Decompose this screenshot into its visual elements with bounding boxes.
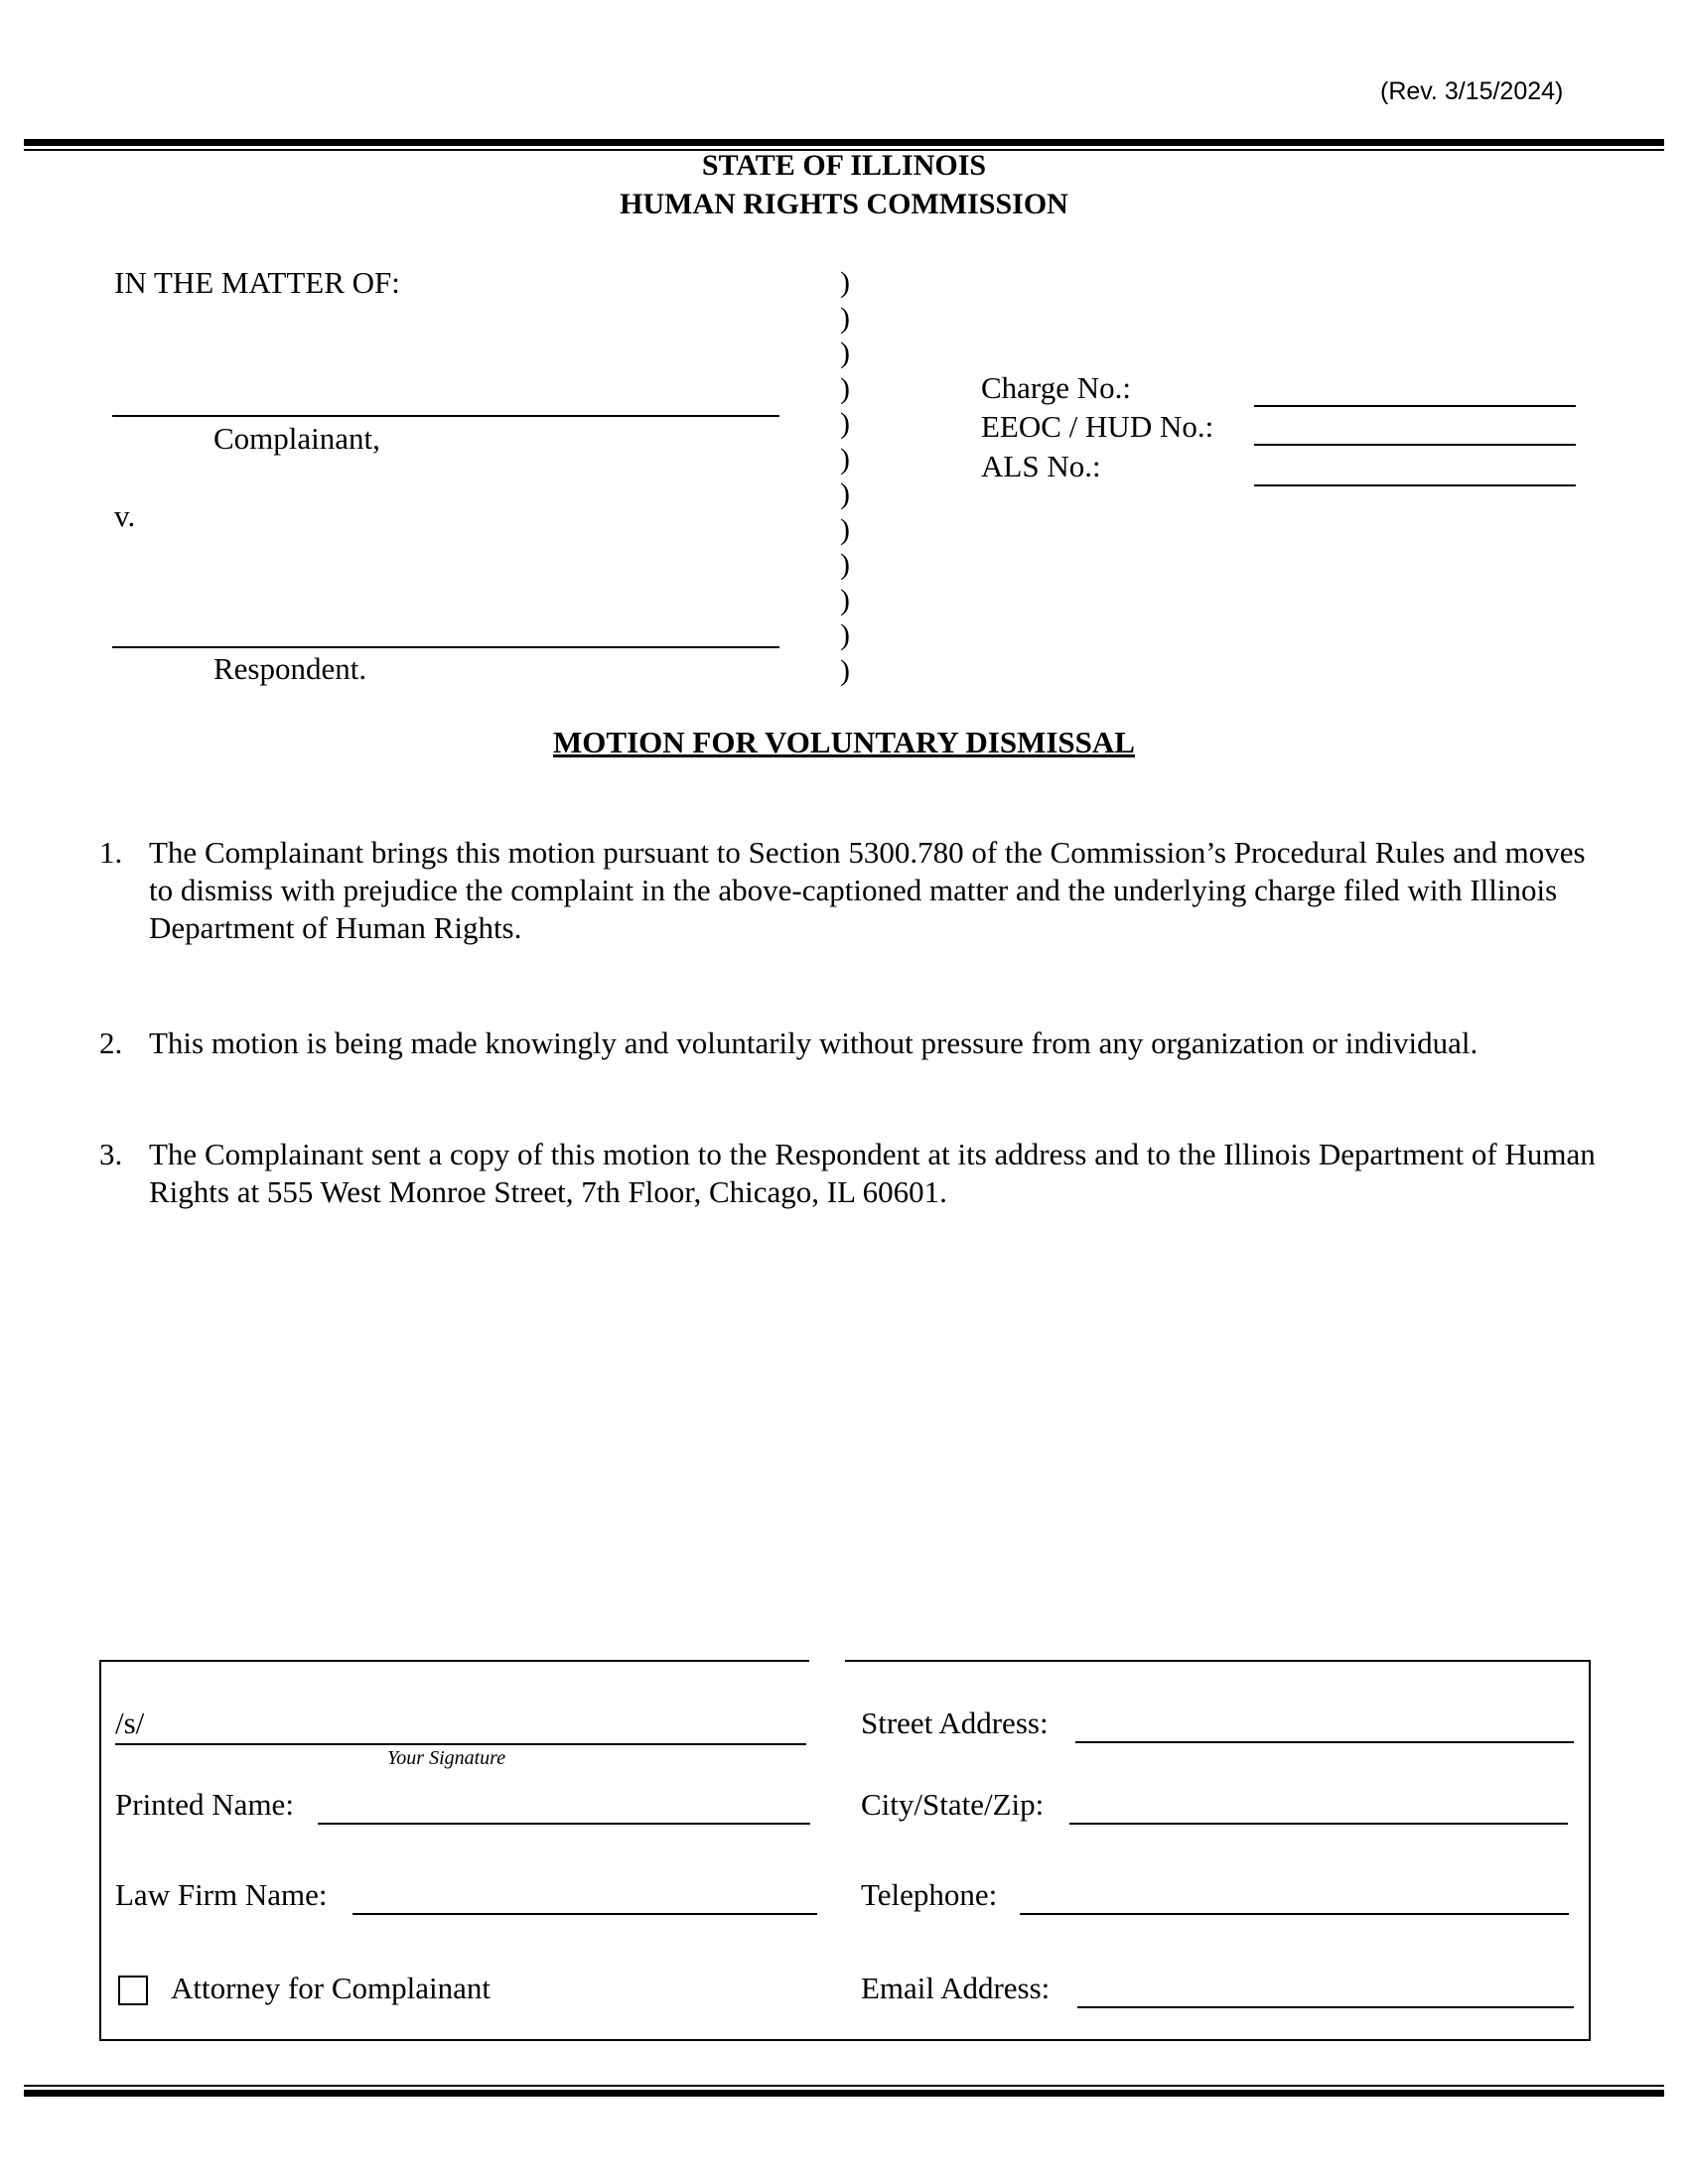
complainant-name-line[interactable] <box>112 415 779 417</box>
eeoc-hud-no-field[interactable] <box>1254 444 1576 446</box>
header-state: STATE OF ILLINOIS <box>701 149 987 182</box>
als-no-field[interactable] <box>1254 484 1576 486</box>
eeoc-hud-no-label: EEOC / HUD No.: <box>981 409 1214 444</box>
city-state-zip-field[interactable] <box>1069 1823 1568 1825</box>
street-address-label: Street Address: <box>861 1706 1049 1740</box>
respondent-name-line[interactable] <box>112 646 779 648</box>
email-address-field[interactable] <box>1077 2006 1574 2008</box>
paragraph-number: 2. <box>99 1025 123 1060</box>
paragraph-text: The Complainant brings this motion pursuant to Section 5300.780 of the Commission’s Procedural Rules and moves to dismiss with prejudice the complaint in the above-captioned matter and the underlying charge filed with Illinois Department of Human Rights. <box>149 835 1586 945</box>
complainant-label: Complainant, <box>213 421 380 456</box>
als-no-label: ALS No.: <box>981 449 1101 483</box>
signature-caption: Your Signature <box>387 1747 506 1769</box>
paragraph-text: This motion is being made knowingly and voluntarily without pressure from any organization or individual. <box>149 1025 1478 1060</box>
paragraph-2 <box>99 1024 1599 1062</box>
header-commission: HUMAN RIGHTS COMMISSION <box>620 188 1068 220</box>
caption-parentheses: ) ) ) ) ) ) ) ) ) ) ) ) <box>840 266 850 687</box>
telephone-field[interactable] <box>1020 1913 1569 1915</box>
charge-no-field[interactable] <box>1254 405 1576 407</box>
printed-name-field[interactable] <box>318 1823 810 1825</box>
printed-name-label: Printed Name: <box>115 1787 294 1822</box>
paragraph-text: The Complainant sent a copy of this motion to the Respondent at its address and to the Illinois Department of Human Rights at 555 West Monroe Street, 7th Floor, Chicago, IL 60601. <box>149 1137 1596 1209</box>
charge-no-label: Charge No.: <box>981 370 1131 405</box>
signature-line[interactable] <box>115 1743 806 1745</box>
paragraph-3 <box>99 1136 1599 1211</box>
respondent-label: Respondent. <box>213 651 367 686</box>
law-firm-label: Law Firm Name: <box>115 1877 328 1912</box>
city-state-zip-label: City/State/Zip: <box>861 1787 1045 1822</box>
matter-of-label: IN THE MATTER OF: <box>114 265 400 300</box>
street-address-field[interactable] <box>1075 1741 1574 1743</box>
document-title: MOTION FOR VOLUNTARY DISMISSAL <box>553 725 1135 759</box>
revision-date: (Rev. 3/15/2024) <box>1380 77 1564 105</box>
paragraph-number: 3. <box>99 1137 123 1171</box>
email-address-label: Email Address: <box>861 1971 1051 2005</box>
signature-prefix: /s/ <box>115 1706 145 1740</box>
law-firm-field[interactable] <box>352 1913 817 1915</box>
bottom-rule <box>24 2085 1664 2097</box>
attorney-for-complainant-label: Attorney for Complainant <box>171 1971 491 2005</box>
paragraph-number: 1. <box>99 835 123 870</box>
versus-label: v. <box>114 498 136 533</box>
paragraph-1 <box>99 834 1599 947</box>
box-gap <box>809 1656 845 1662</box>
telephone-label: Telephone: <box>861 1877 998 1912</box>
attorney-checkbox[interactable] <box>118 1976 148 2005</box>
